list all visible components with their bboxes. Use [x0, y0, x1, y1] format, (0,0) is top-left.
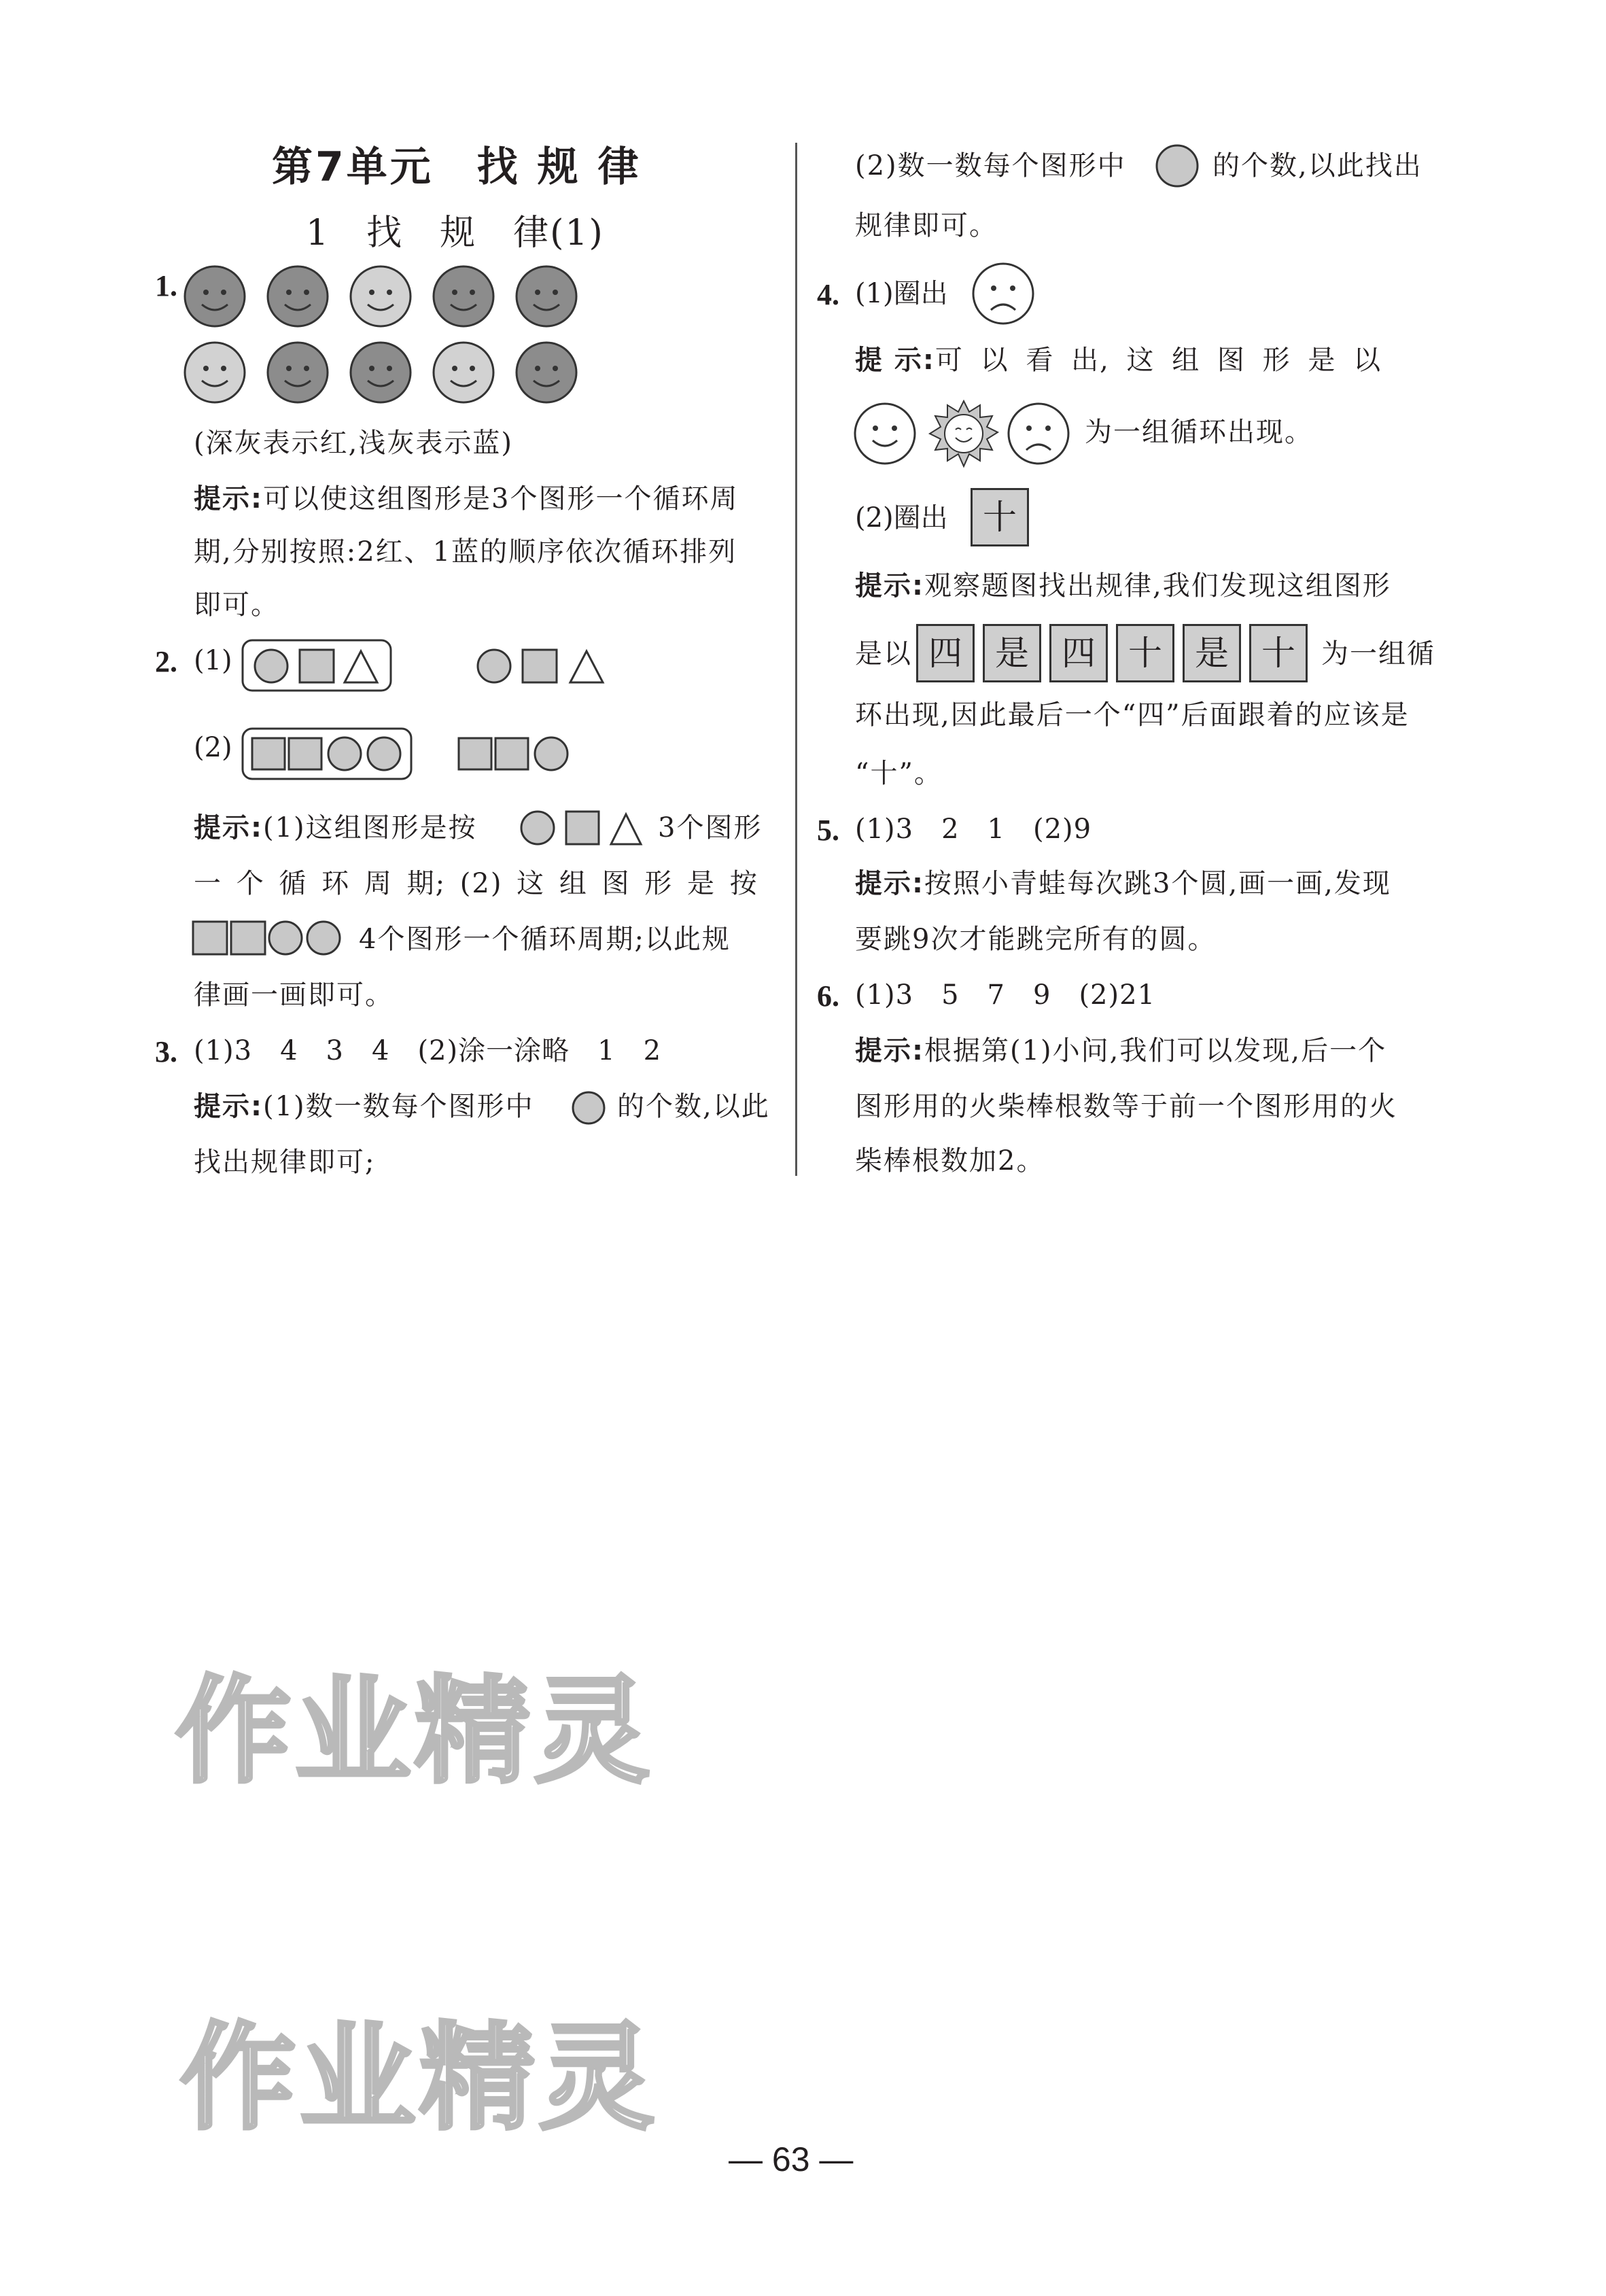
smiley-dark-icon — [517, 343, 576, 402]
triangle-icon — [570, 651, 603, 682]
q4-hint2-pre: 是以 — [855, 638, 912, 669]
circle-icon — [307, 922, 340, 954]
circle-icon — [255, 650, 287, 682]
hint-text: 按照小青蛙每次跳3个圆,画一画,发现 — [924, 868, 1391, 899]
square-icon — [193, 922, 227, 954]
smiley-dark-icon — [185, 266, 245, 326]
q2-hint-shapes-2 — [192, 919, 355, 960]
q3-circle-icon — [570, 1090, 608, 1128]
page-number: — 63 — — [729, 2140, 854, 2178]
smiley-light-icon — [185, 343, 245, 402]
q1-faces — [184, 265, 605, 415]
smiley-dark-icon — [517, 266, 576, 326]
q4-part2-label: (2)圈出 — [855, 502, 948, 534]
smiley-dark-icon — [434, 266, 493, 326]
q4-pattern-box: 四 — [1049, 624, 1108, 682]
watermark: 作业精灵 — [175, 1665, 654, 1799]
q2-number: 2. — [155, 645, 177, 678]
hint-text: 根据第(1)小问,我们可以发现,后一个 — [924, 1035, 1387, 1066]
hint-label: 提 示: — [855, 345, 935, 376]
column-divider — [795, 143, 797, 1176]
square-icon — [459, 738, 491, 769]
q4-hint-faces — [854, 398, 1085, 473]
square-icon — [300, 650, 334, 682]
q1-hint-line2: 期,分别按照:2红、1蓝的顺序依次循环排列 — [194, 536, 737, 568]
circle-icon — [535, 737, 568, 770]
smiley-light-icon — [434, 343, 493, 402]
q1-hint-line3: 即可。 — [194, 589, 279, 621]
q1-hint-line1 — [194, 484, 738, 514]
hint-text: (1)数一数每个图形中 — [263, 1091, 534, 1122]
q4-hint-line2: 为一组循环出现。 — [1085, 417, 1313, 448]
q3-hint2-circle-icon — [1154, 144, 1202, 192]
q6-answer: (1)3 5 7 9 (2)21 — [855, 979, 1156, 1011]
hint-label: 提示: — [855, 868, 924, 899]
q2-hint-line2: 一 个 循 环 周 期; (2) 这 组 图 形 是 按 — [194, 868, 758, 899]
q3-hint2-line2: 规律即可。 — [855, 210, 998, 241]
q4-pattern-box: 是 — [1183, 624, 1241, 682]
hint-text: (1)这组图形是按 — [263, 812, 477, 843]
q4-pattern-box: 四 — [916, 624, 975, 682]
q3-hint2-text-a: (2)数一数每个图形中 — [855, 150, 1126, 181]
lesson-title: 1 找 规 律(1) — [306, 213, 604, 254]
q2-part2-label: (2) — [194, 732, 232, 763]
q2-hint-line4: 律画一画即可。 — [194, 979, 394, 1011]
triangle-icon — [611, 814, 641, 844]
hint-text: 可 以 看 出, 这 组 图 形 是 以 — [935, 345, 1382, 376]
unit-title: 第7单元 找 规 律 — [272, 143, 642, 191]
q2-part1-label: (1) — [194, 645, 232, 676]
q4-pattern-box: 是 — [983, 624, 1041, 682]
q6-hint-line1 — [855, 1036, 1386, 1066]
q4-pattern-box: 十 — [1116, 624, 1174, 682]
q6-hint-line2: 图形用的火柴棒根数等于前一个图形用的火 — [855, 1091, 1397, 1122]
q3-hint-line1 — [194, 1092, 534, 1121]
q3-answer: (1)3 4 3 4 (2)涂一涂略 1 2 — [194, 1035, 662, 1066]
q4-part1-label: (1)圈出 — [855, 278, 948, 309]
q6-number: 6. — [817, 979, 839, 1013]
q5-hint-line1 — [855, 869, 1391, 899]
q2-hint-text-b: 3个图形 — [658, 812, 763, 843]
circle-icon — [478, 650, 510, 682]
circle-icon — [521, 812, 554, 844]
hint-label: 提示: — [855, 570, 924, 602]
q4-hint2-line3: 环出现,因此最后一个“四”后面跟着的应该是 — [855, 699, 1410, 731]
smiley-dark-icon — [268, 266, 328, 326]
square-icon — [566, 812, 599, 844]
circle-icon — [368, 737, 400, 770]
circle-icon — [328, 737, 361, 770]
q2-hint-line1 — [194, 813, 477, 843]
q3-number: 3. — [155, 1035, 177, 1068]
watermark: 作业精灵 — [180, 2011, 659, 2146]
smile-face-icon — [855, 404, 915, 464]
hint-label: 提示: — [194, 483, 263, 515]
smiley-light-icon — [351, 266, 411, 326]
q1-legend: (深灰表示红,浅灰表示蓝) — [194, 428, 513, 459]
q3-hint-line2: 找出规律即可; — [194, 1147, 376, 1178]
q2-hint-text-c: 4个图形一个循环周期;以此规 — [359, 924, 731, 955]
q4-part2-box: 十 — [971, 488, 1029, 546]
square-icon — [289, 738, 321, 769]
q5-answer: (1)3 2 1 (2)9 — [855, 814, 1092, 845]
circle-icon — [269, 922, 302, 954]
sad-face-icon — [1009, 404, 1068, 464]
square-icon — [231, 922, 265, 954]
hint-label: 提示: — [194, 1091, 263, 1122]
q1-number: 1. — [155, 269, 177, 302]
sad-face-icon — [971, 262, 1038, 330]
sun-face-icon — [930, 401, 998, 466]
q4-hint2-line1 — [855, 571, 1391, 601]
q4-hint2-line4: “十”。 — [855, 758, 943, 789]
square-icon — [495, 738, 528, 769]
q3-hint-text-b: 的个数,以此 — [617, 1091, 770, 1122]
q4-pattern-box: 十 — [1249, 624, 1308, 682]
q5-hint-line2: 要跳9次才能跳完所有的圆。 — [855, 924, 1217, 955]
square-icon — [523, 650, 557, 682]
q5-number: 5. — [817, 814, 839, 847]
smiley-dark-icon — [268, 343, 328, 402]
smiley-dark-icon — [351, 343, 411, 402]
q4-hint2-post: 为一组循 — [1321, 638, 1435, 669]
hint-text: 观察题图找出规律,我们发现这组图形 — [924, 570, 1391, 602]
hint-label: 提示: — [855, 1035, 924, 1066]
square-icon — [252, 738, 285, 769]
hint-text: 可以使这组图形是3个图形一个循环周 — [263, 483, 739, 515]
hint-label: 提示: — [194, 812, 263, 843]
q3-hint2-text-b: 的个数,以此找出 — [1212, 150, 1422, 181]
q2-part1-shapes — [241, 639, 622, 693]
q2-hint-shapes-1 — [520, 809, 656, 850]
q4-hint-line1 — [855, 345, 1382, 375]
q2-part2-shapes — [241, 727, 595, 782]
q6-hint-line3: 柴棒根数加2。 — [855, 1145, 1045, 1177]
triangle-icon — [345, 651, 377, 682]
q4-number: 4. — [817, 278, 839, 311]
